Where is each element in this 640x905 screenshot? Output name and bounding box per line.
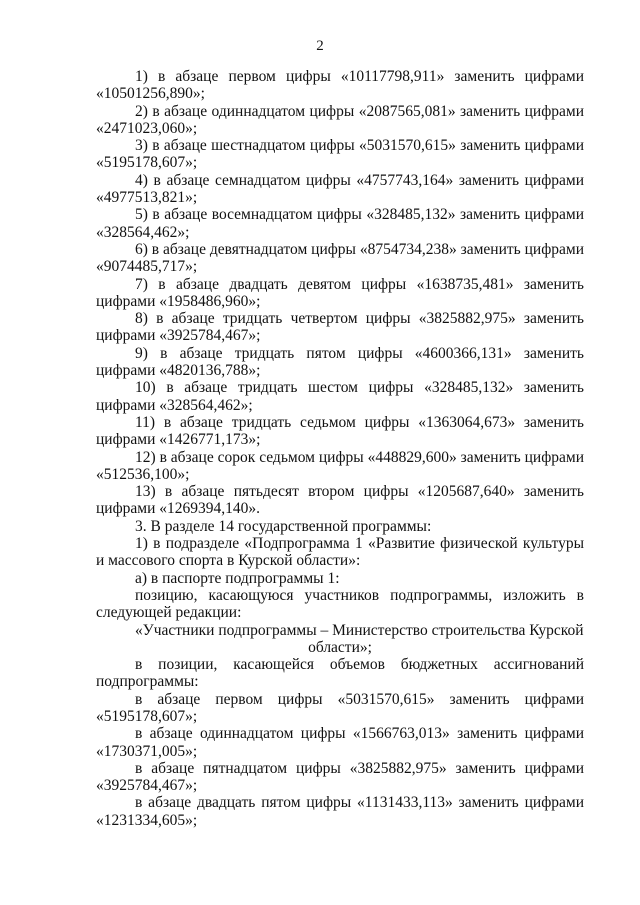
- paragraph: позицию, касающуюся участников подпрограммы, изложить в следующей редакции:: [96, 586, 584, 622]
- quoted-text-continuation: области»;: [308, 638, 372, 656]
- paragraph: а) в паспорте подпрограммы 1:: [135, 569, 340, 587]
- paragraph: в позиции, касающейся объемов бюджетных ассигнований подпрограммы:: [96, 656, 584, 691]
- paragraph: 3) в абзаце шестнадцатом цифры «5031570,615» заменить цифрами «5195178,607»;: [96, 137, 584, 172]
- paragraph: 10) в абзаце тридцать шестом цифры «328485,132» заменить цифрами «328564,462»;: [96, 379, 584, 414]
- paragraph: 8) в абзаце тридцать четвертом цифры «3825882,975» заменить цифрами «3925784,467»;: [96, 310, 584, 345]
- quoted-text: «Участники подпрограммы – Министерство строительства Курской: [135, 621, 584, 639]
- paragraph: 13) в абзаце пятьдесят втором цифры «1205687,640» заменить цифрами «1269394,140».: [96, 483, 584, 518]
- paragraph: 9) в абзаце тридцать пятом цифры «4600366,131» заменить цифрами «4820136,788»;: [96, 344, 584, 380]
- paragraph: в абзаце одиннадцатом цифры «1566763,013» заменить цифрами «1730371,005»;: [96, 725, 584, 760]
- paragraph: 2) в абзаце одиннадцатом цифры «2087565,081» заменить цифрами «2471023,060»;: [96, 102, 584, 137]
- paragraph: в абзаце двадцать пятом цифры «1131433,113» заменить цифрами «1231334,605»;: [96, 794, 584, 829]
- paragraph: 5) в абзаце восемнадцатом цифры «328485,132» заменить цифрами «328564,462»;: [96, 206, 584, 241]
- paragraph: 12) в абзаце сорок седьмом цифры «448829,600» заменить цифрами «512536,100»;: [96, 448, 584, 483]
- document-body: [96, 68, 584, 829]
- page-number: 2: [316, 38, 324, 54]
- section-heading: 3. В разделе 14 государственной программы:: [135, 517, 432, 535]
- paragraph: 7) в абзаце двадцать девятом цифры «1638735,481» заменить цифрами «1958486,960»;: [96, 275, 584, 310]
- paragraph: в абзаце пятнадцатом цифры «3825882,975» заменить цифрами «3925784,467»;: [96, 759, 584, 795]
- paragraph: 4) в абзаце семнадцатом цифры «4757743,164» заменить цифрами «4977513,821»;: [96, 171, 584, 207]
- paragraph: 1) в подразделе «Подпрограмма 1 «Развитие физической культуры и массового спорта в Курской области»:: [96, 535, 584, 570]
- paragraph: в абзаце первом цифры «5031570,615» заменить цифрами «5195178,607»;: [96, 690, 584, 725]
- paragraph: 1) в абзаце первом цифры «10117798,911» заменить цифрами «10501256,890»;: [96, 68, 584, 103]
- paragraph: 11) в абзаце тридцать седьмом цифры «1363064,673» заменить цифрами «1426771,173»;: [96, 413, 584, 449]
- paragraph: 6) в абзаце девятнадцатом цифры «8754734,238» заменить цифрами «9074485,717»;: [96, 240, 584, 276]
